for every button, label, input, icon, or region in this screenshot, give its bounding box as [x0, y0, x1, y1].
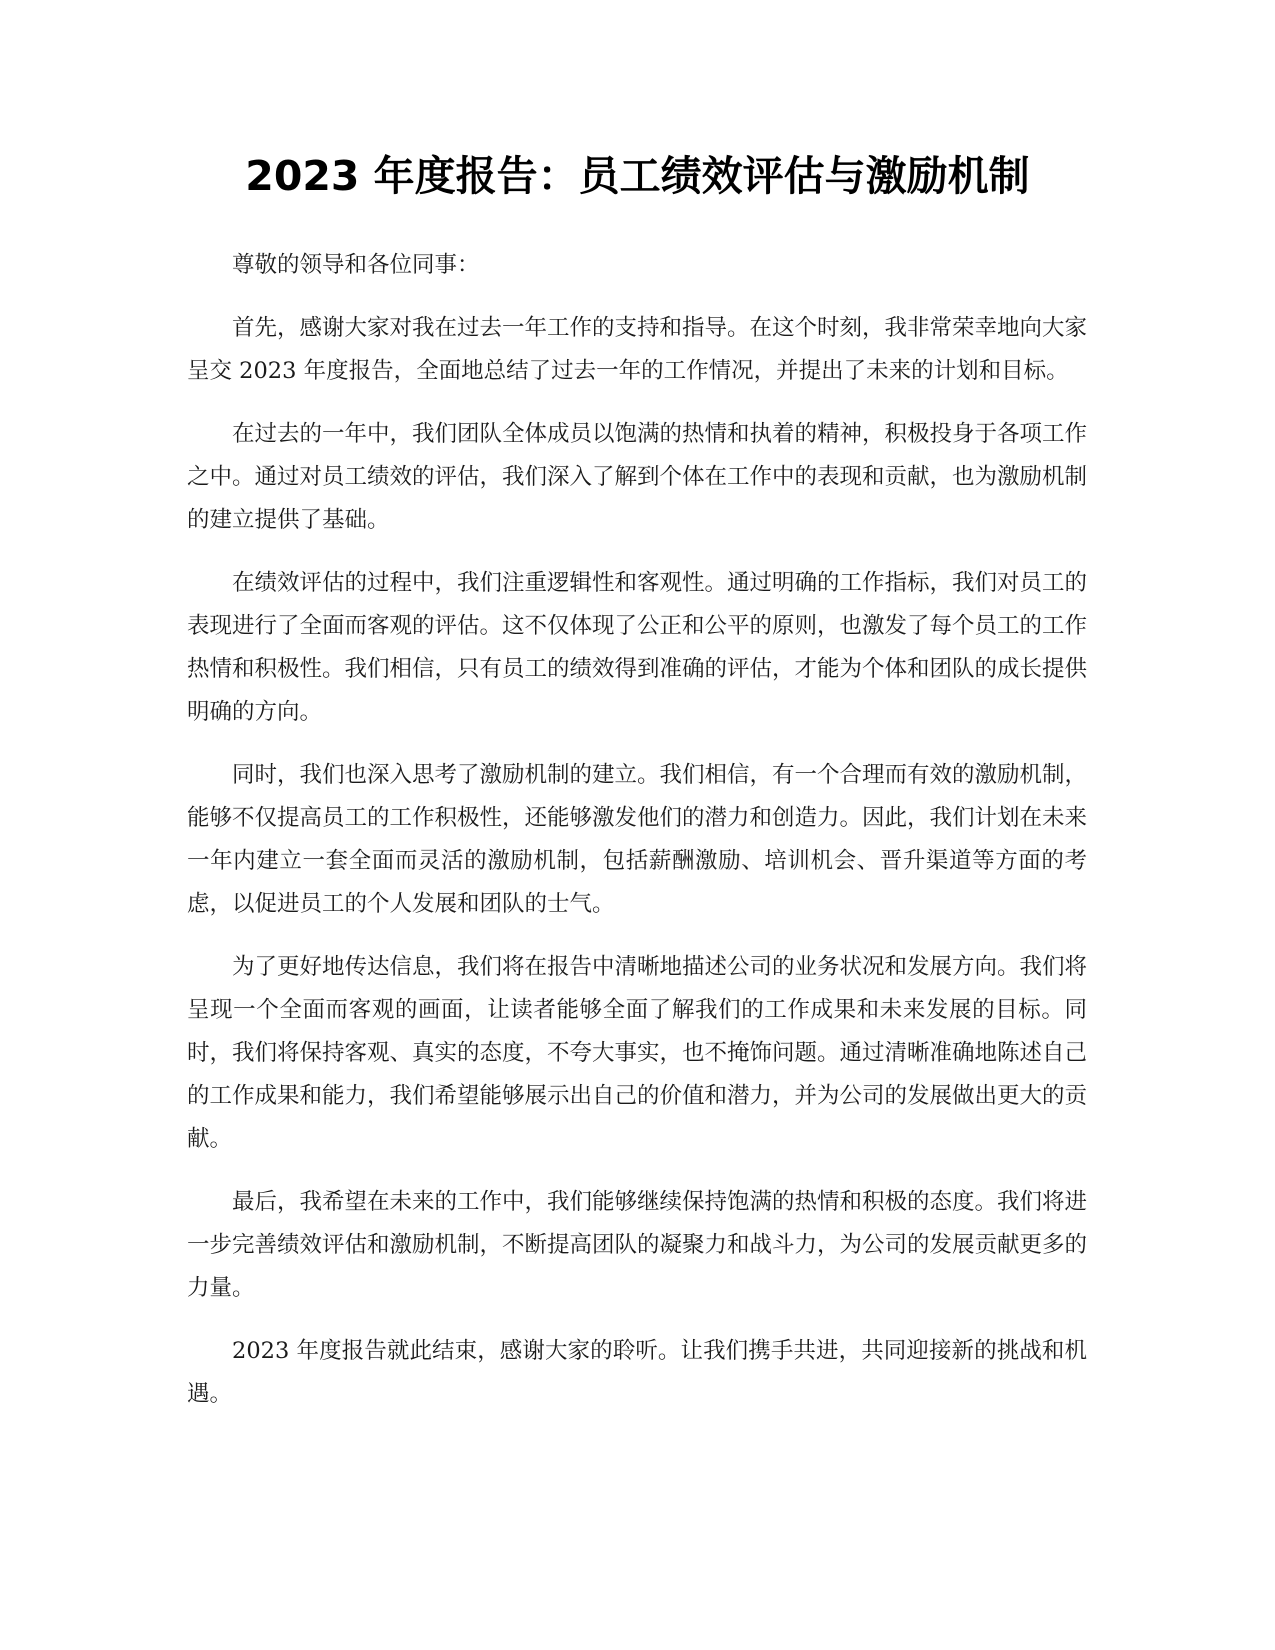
paragraph: 在过去的一年中，我们团队全体成员以饱满的热情和执着的精神，积极投身于各项工作之中。通过对员工绩效的评估，我们深入了解到个体在工作中的表现和贡献，也为激励机制的建立提供了基础。 [187, 421, 1088, 533]
paragraph: 同时，我们也深入思考了激励机制的建立。我们相信，有一个合理而有效的激励机制，能够不仅提高员工的工作积极性，还能够激发他们的潜力和创造力。因此，我们计划在未来一年内建立一套全面而灵活的激励机制，包括薪酬激励、培训机会、晋升渠道等方面的考虑，以促进员工的个人发展和团队的士气。 [187, 762, 1088, 917]
salutation: 尊敬的领导和各位同事： [232, 252, 480, 278]
document-body [187, 244, 1087, 1436]
document-title: 2023 年度报告：员工绩效评估与激励机制 [245, 152, 1030, 200]
paragraph: 2023 年度报告就此结束，感谢大家的聆听。让我们携手共进，共同迎接新的挑战和机遇。 [187, 1338, 1087, 1407]
paragraph: 最后，我希望在未来的工作中，我们能够继续保持饱满的热情和积极的态度。我们将进一步完善绩效评估和激励机制，不断提高团队的凝聚力和战斗力，为公司的发展贡献更多的力量。 [187, 1189, 1088, 1301]
paragraph: 首先，感谢大家对我在过去一年工作的支持和指导。在这个时刻，我非常荣幸地向大家呈交 2023 年度报告，全面地总结了过去一年的工作情况，并提出了未来的计划和目标。 [187, 315, 1088, 384]
paragraph: 在绩效评估的过程中，我们注重逻辑性和客观性。通过明确的工作指标，我们对员工的表现进行了全面而客观的评估。这不仅体现了公正和公平的原则，也激发了每个员工的工作热情和积极性。我们相信，只有员工的绩效得到准确的评估，才能为个体和团队的成长提供明确的方向。 [187, 570, 1088, 725]
paragraph: 为了更好地传达信息，我们将在报告中清晰地描述公司的业务状况和发展方向。我们将呈现一个全面而客观的画面，让读者能够全面了解我们的工作成果和未来发展的目标。同时，我们将保持客观、真实的态度，不夸大事实，也不掩饰问题。通过清晰准确地陈述自己的工作成果和能力，我们希望能够展示出自己的价值和潜力，并为公司的发展做出更大的贡献。 [187, 954, 1088, 1152]
